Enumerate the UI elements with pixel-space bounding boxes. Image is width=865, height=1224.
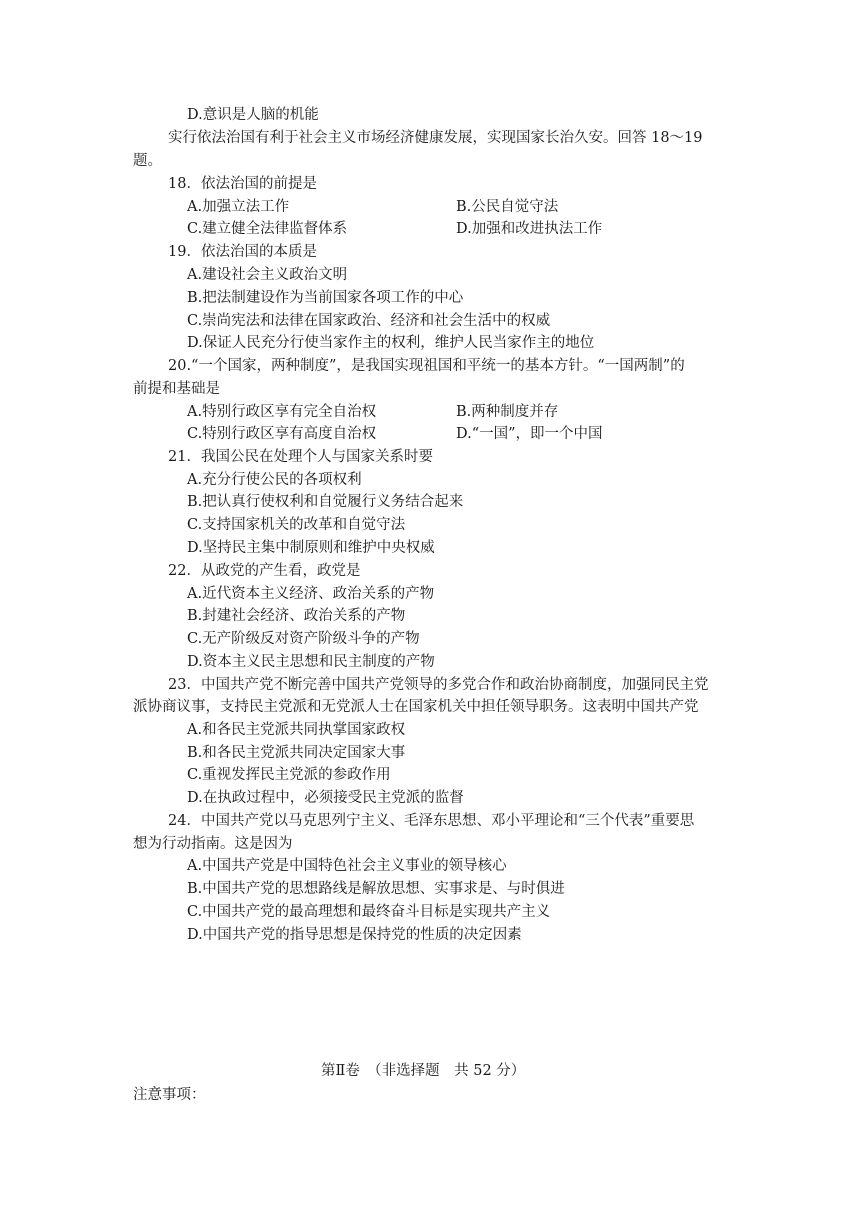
- question-20-option-b: B.两种制度并存: [456, 404, 559, 420]
- question-18-option-c: C.建立健全法律监督体系: [187, 221, 348, 237]
- question-21-option-b: B.把认真行使权利和自觉履行义务结合起来: [187, 494, 464, 510]
- question-18-option-b: B.公民自觉守法: [456, 199, 559, 215]
- question-20-option-c: C.特别行政区享有高度自治权: [187, 426, 377, 442]
- question-18-stem: 18．依法治国的前提是: [168, 176, 317, 192]
- question-19-stem: 19．依法治国的本质是: [168, 244, 317, 260]
- intro-text-line2: 题。: [133, 153, 162, 169]
- question-19-option-a: A.建设社会主义政治文明: [187, 267, 348, 283]
- question-22-option-d: D.资本主义民主思想和民主制度的产物: [187, 654, 435, 670]
- question-22-option-c: C.无产阶级反对资产阶级斗争的产物: [187, 631, 420, 647]
- question-23-option-a: A.和各民主党派共同执掌国家政权: [187, 722, 406, 738]
- carry-over-option-d: D.意识是人脑的机能: [187, 107, 319, 123]
- question-23-option-d: D.在执政过程中，必须接受民主党派的监督: [187, 790, 464, 806]
- section-2-title: 第Ⅱ卷 （非选择题 共 52 分）: [321, 1063, 526, 1079]
- question-24-option-a: A.中国共产党是中国特色社会主义事业的领导核心: [187, 858, 507, 874]
- question-19-option-b: B.把法制建设作为当前国家各项工作的中心: [187, 290, 464, 306]
- intro-text-line1: 实行依法治国有利于社会主义市场经济健康发展，实现国家长治久安。回答 18～19: [168, 130, 703, 146]
- question-24-option-c: C.中国共产党的最高理想和最终奋斗目标是实现共产主义: [187, 904, 551, 920]
- question-23-option-c: C.重视发挥民主党派的参政作用: [187, 767, 391, 783]
- question-20-option-d: D.“一国”，即一个中国: [456, 426, 603, 442]
- section-2-notes-label: 注意事项：: [133, 1087, 206, 1103]
- question-21-stem: 21．我国公民在处理个人与国家关系时要: [168, 449, 433, 465]
- question-18-option-d: D.加强和改进执法工作: [456, 221, 603, 237]
- question-22-stem: 22．从政党的产生看，政党是: [168, 563, 361, 579]
- question-22-option-a: A.近代资本主义经济、政治关系的产物: [187, 586, 435, 602]
- question-24-option-b: B.中国共产党的思想路线是解放思想、实事求是、与时俱进: [187, 881, 565, 897]
- question-22-option-b: B.封建社会经济、政治关系的产物: [187, 608, 406, 624]
- question-20-stem-line2: 前提和基础是: [133, 381, 220, 397]
- question-24-stem-line2: 想为行动指南。这是因为: [133, 836, 293, 852]
- question-21-option-d: D.坚持民主集中制原则和维护中央权威: [187, 540, 435, 556]
- question-20-option-a: A.特别行政区享有完全自治权: [187, 404, 377, 420]
- question-18-option-a: A.加强立法工作: [187, 199, 290, 215]
- question-19-option-d: D.保证人民充分行使当家作主的权利，维护人民当家作主的地位: [187, 335, 595, 351]
- question-24-option-d: D.中国共产党的指导思想是保持党的性质的决定因素: [187, 927, 522, 943]
- question-23-stem-line1: 23．中国共产党不断完善中国共产党领导的多党合作和政治协商制度，加强同民主党: [168, 677, 709, 693]
- question-23-stem-line2: 派协商议事，支持民主党派和无党派人士在国家机关中担任领导职务。这表明中国共产党: [133, 699, 699, 715]
- question-19-option-c: C.崇尚宪法和法律在国家政治、经济和社会生活中的权威: [187, 313, 551, 329]
- question-21-option-c: C.支持国家机关的改革和自觉守法: [187, 517, 406, 533]
- question-24-stem-line1: 24．中国共产党以马克思列宁主义、毛泽东思想、邓小平理论和“三个代表”重要思: [168, 813, 695, 829]
- question-20-stem-line1: 20.“一个国家，两种制度”，是我国实现祖国和平统一的基本方针。“一国两制”的: [168, 358, 685, 374]
- question-23-option-b: B.和各民主党派共同决定国家大事: [187, 745, 406, 761]
- question-21-option-a: A.充分行使公民的各项权利: [187, 472, 362, 488]
